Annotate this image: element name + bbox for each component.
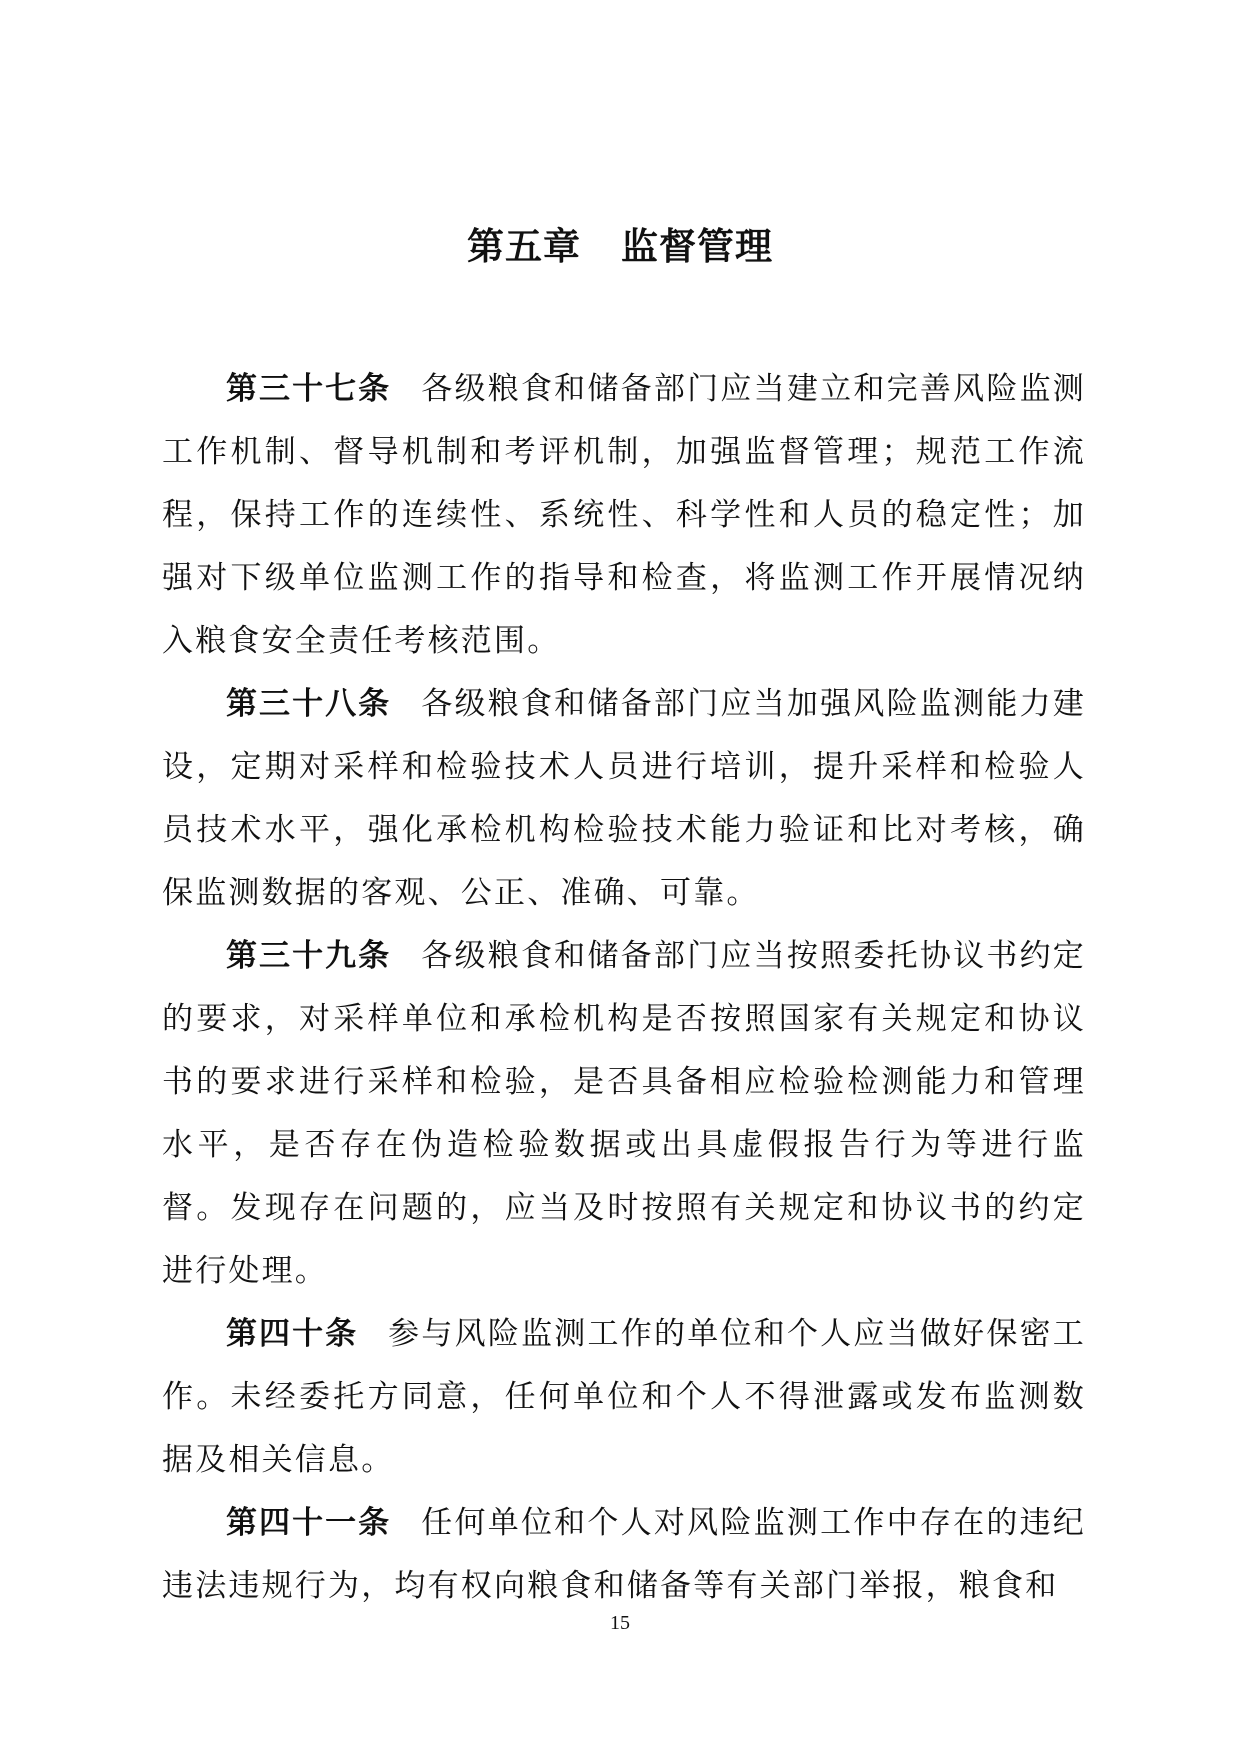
article-text: 参与风险监测工作的单位和个人应当做好保密工作。未经委托方同意，任何单位和个人不得泄露或发布监测数据及相关信息。	[162, 1316, 1087, 1478]
article-37	[162, 358, 1086, 673]
article-number: 第四十一条	[226, 1505, 392, 1541]
article-number: 第四十条	[226, 1316, 359, 1352]
article-41	[162, 1492, 1086, 1618]
article-number: 第三十八条	[226, 686, 392, 722]
article-38	[162, 673, 1086, 925]
document-body	[162, 358, 1086, 1618]
article-39	[162, 925, 1086, 1303]
article-text: 各级粮食和储备部门应当加强风险监测能力建设，定期对采样和检验技术人员进行培训，提升采样和检验人员技术水平，强化承检机构检验技术能力验证和比对考核，确保监测数据的客观、公正、准确、可靠。	[162, 686, 1087, 911]
article-number: 第三十七条	[226, 371, 392, 407]
article-number: 第三十九条	[226, 938, 392, 974]
article-text: 各级粮食和储备部门应当按照委托协议书约定的要求，对采样单位和承检机构是否按照国家有关规定和协议书的要求进行采样和检验，是否具备相应检验检测能力和管理水平，是否存在伪造检验数据或出具虚假报告行为等进行监督。发现存在问题的，应当及时按照有关规定和协议书的约定进行处理。	[162, 938, 1087, 1289]
article-text: 任何单位和个人对风险监测工作中存在的违纪违法违规行为，均有权向粮食和储备等有关部门举报，粮食和	[162, 1505, 1087, 1604]
chapter-number: 第五章	[467, 225, 581, 268]
page-number: 15	[610, 1612, 630, 1634]
article-40	[162, 1303, 1086, 1492]
article-text: 各级粮食和储备部门应当建立和完善风险监测工作机制、督导机制和考评机制，加强监督管理；规范工作流程，保持工作的连续性、系统性、科学性和人员的稳定性；加强对下级单位监测工作的指导和检查，将监测工作开展情况纳入粮食安全责任考核范围。	[162, 371, 1087, 659]
chapter-name: 监督管理	[621, 225, 773, 268]
chapter-title	[0, 225, 1240, 268]
